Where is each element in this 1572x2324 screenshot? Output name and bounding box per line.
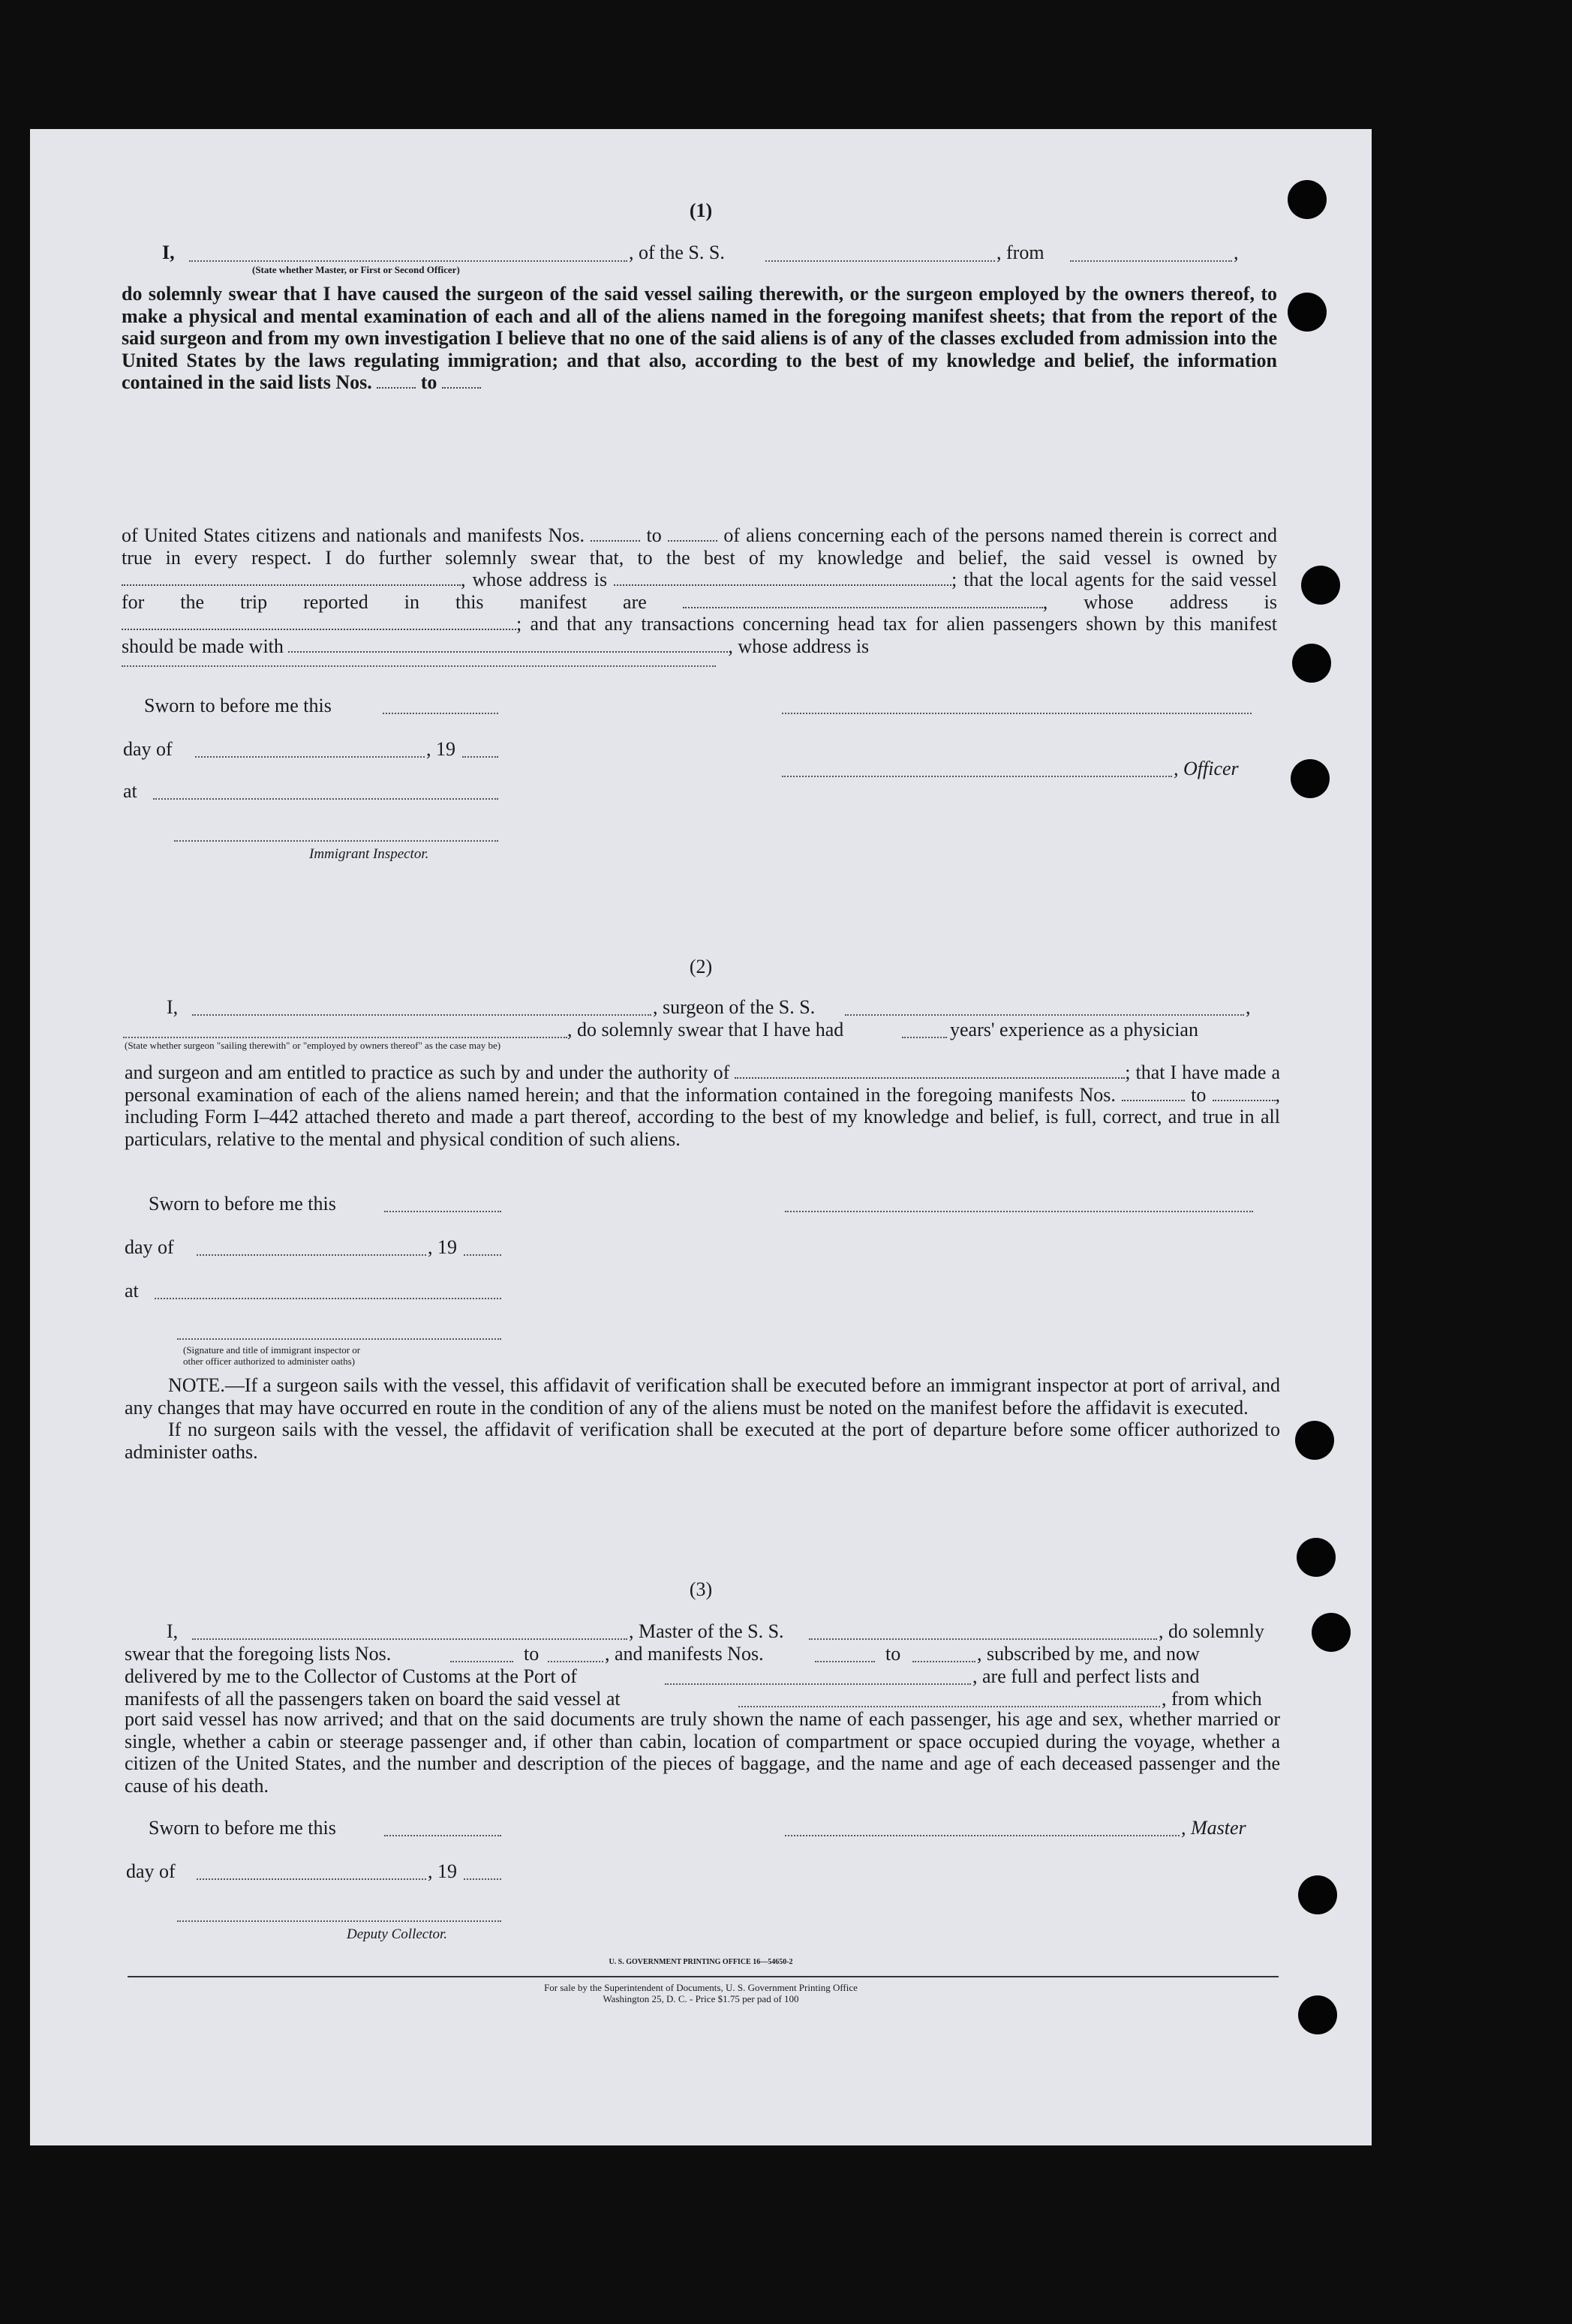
s3-sworn-label: Sworn to before me this — [149, 1817, 336, 1839]
s3-master-label: , Master of the S. S. — [629, 1620, 784, 1642]
s2-at-label: at — [125, 1280, 139, 1302]
s1-year-field[interactable] — [462, 756, 498, 758]
s2-surgeon-name-field[interactable] — [192, 1014, 651, 1016]
s3-port-field[interactable] — [665, 1683, 971, 1685]
s1-year-label: , 19 — [426, 738, 455, 760]
s1-inspector-signature-line[interactable] — [174, 840, 498, 842]
s1-p4-end: ; and that any transactions concerning head tax for alien — [516, 613, 985, 635]
s1-officer-signature-line[interactable] — [782, 713, 1252, 714]
s1-line1-caption: (State whether Master, or First or Second Officer) — [252, 264, 460, 275]
s2-year-field[interactable] — [464, 1254, 501, 1256]
s2-swear-label: , do solemnly swear that I have had — [567, 1019, 844, 1040]
punch-hole-icon — [1298, 1875, 1337, 1914]
s1-from-label: , from — [996, 242, 1044, 263]
s3-day-of-label: day of — [126, 1860, 176, 1882]
punch-hole-icon — [1297, 1538, 1336, 1577]
s1-to-label: to — [420, 371, 437, 393]
s2-note-text: —If a surgeon sails with the vessel, this affidavit of verification shall be executed before an immigrant inspector at port of arrival, and any changes that may have occurred en route in the condition of any of the aliens must be noted on the manifest before the affidavit is executed. — [125, 1374, 1280, 1419]
s2-sworn-date-field[interactable] — [384, 1211, 501, 1212]
s3-line1-end: , do solemnly — [1159, 1620, 1264, 1642]
s1-at-place-field[interactable] — [153, 798, 498, 800]
s3-lists-from-field[interactable] — [450, 1661, 513, 1662]
s1-owner-field[interactable] — [122, 584, 461, 586]
s2-years-label: years' experience as a physician — [950, 1019, 1198, 1040]
s3-l4-b: , from which — [1162, 1688, 1262, 1710]
s1-p4-start: whose address is — [1084, 590, 1278, 613]
s2-surgeon-label: , surgeon of the S. S. — [653, 996, 816, 1018]
s3-l4-a: manifests of all the passengers taken on board the said vessel at — [125, 1688, 621, 1710]
sale-notice-1: For sale by the Superintendent of Documents, U. S. Government Printing Office — [544, 1982, 858, 1993]
s1-p2-end: of aliens concerning each of the persons named therein is correct and true in every respect. I do further solemnly swear that, to the best of my knowledge and belief, the said vessel is owned by — [122, 524, 1277, 569]
s1-p2-to: to — [646, 524, 662, 546]
footer-rule — [128, 1976, 1279, 1977]
s3-collector-signature-line[interactable] — [177, 1920, 501, 1922]
section-3-heading: (3) — [689, 1578, 713, 1600]
s1-manifest-to-field[interactable] — [668, 539, 717, 542]
s3-month-field[interactable] — [197, 1878, 426, 1880]
s2-ship-name-field[interactable] — [845, 1014, 1244, 1016]
s2-month-field[interactable] — [197, 1254, 426, 1256]
s2-oath-paragraph — [125, 1061, 1280, 1150]
s1-day-of-label: day of — [123, 738, 173, 760]
s1-month-field[interactable] — [195, 756, 425, 758]
s2-surgeon-status-field[interactable] — [123, 1037, 567, 1038]
s1-line1-end: , — [1234, 242, 1239, 263]
s3-lists-to-field[interactable] — [548, 1661, 603, 1662]
s2-authority-field[interactable] — [735, 1076, 1125, 1079]
s3-l2-a: swear that the foregoing lists Nos. — [125, 1643, 392, 1665]
s2-day-of-label: day of — [125, 1236, 174, 1258]
s2-sig-caption-1: (Signature and title of immigrant inspector or — [183, 1344, 361, 1356]
s2-line1-end: , — [1246, 996, 1251, 1018]
s2-note-label: NOTE. — [168, 1374, 225, 1396]
s1-sworn-date-field[interactable] — [383, 713, 498, 714]
s3-collector-label: Deputy Collector. — [347, 1926, 448, 1942]
s1-agents-field[interactable] — [683, 606, 1043, 608]
s1-p2-text: of United States citizens and nationals and manifests Nos. — [122, 524, 585, 546]
s3-l2-to2: to — [885, 1643, 901, 1665]
punch-hole-icon — [1291, 759, 1330, 798]
s2-years-field[interactable] — [902, 1037, 947, 1038]
s2-p4-text: that I have made a personal examination of each of the aliens named herein; and that the information contained in the — [125, 1061, 1280, 1106]
s2-year-label: , 19 — [428, 1236, 457, 1258]
s2-p6-text: the best of my knowledge and belief, is full, correct, and true in all particulars, relative to the mental and physical condition of such aliens. — [125, 1106, 1281, 1150]
s2-inspector-signature-line[interactable] — [177, 1338, 501, 1340]
form-sheet — [30, 129, 1372, 2145]
s1-oath-text: do solemnly swear that I have caused the surgeon of the said vessel sailing therewith, or the surgeon employed by the owners thereof, to make a physical and mental examination of each and all of the aliens named in the foregoing manifest sheets; that from the report of the said surgeon and from my own investigation I believe that no one of the said aliens is of any of the classes excluded from admission into the United States by the laws regulating immigration; and that also, according to the best of my knowledge and belief, the information contained in the said lists Nos. — [122, 283, 1277, 393]
s1-sworn-label: Sworn to before me this — [144, 695, 332, 716]
s1-oath-paragraph — [122, 283, 1277, 394]
s2-sworn-label: Sworn to before me this — [149, 1193, 336, 1215]
s1-headtax-address-field[interactable] — [122, 665, 716, 667]
s3-l2-to: to — [524, 1643, 540, 1665]
s2-at-place-field[interactable] — [155, 1298, 501, 1299]
s3-l3-b: , are full and perfect lists and — [972, 1665, 1200, 1687]
s1-ship-name-field[interactable] — [765, 260, 995, 262]
s3-departure-port-field[interactable] — [738, 1706, 1160, 1707]
s3-year-field[interactable] — [464, 1878, 501, 1880]
s3-ship-name-field[interactable] — [809, 1638, 1157, 1640]
s2-p5-to: to — [1191, 1083, 1207, 1106]
s2-manifest-from-field[interactable] — [1122, 1099, 1185, 1101]
s1-of-ss-label: , of the S. S. — [629, 242, 725, 263]
s3-manifests-from-field[interactable] — [815, 1661, 875, 1662]
s1-p2-semi: ; — [951, 569, 957, 590]
s1-inspector-label: Immigrant Inspector. — [309, 846, 429, 862]
s1-p3-text: that the local agents for the said vessel for the trip reported in this manifest are — [122, 569, 1278, 613]
s1-lists-from-field[interactable] — [377, 386, 416, 389]
punch-hole-icon — [1288, 293, 1327, 332]
punch-hole-icon — [1295, 1421, 1334, 1460]
s2-surgeon-signature-line[interactable] — [785, 1211, 1253, 1212]
punch-hole-icon — [1312, 1613, 1351, 1652]
s2-i-label: I, — [167, 996, 179, 1018]
s1-officer-name-field[interactable] — [189, 260, 627, 262]
s3-l3-a: delivered by me to the Collector of Customs at the Port of — [125, 1665, 577, 1687]
s2-note-paragraph — [125, 1374, 1280, 1463]
section-1-heading: (1) — [689, 200, 713, 221]
s3-i-label: I, — [167, 1620, 179, 1642]
s3-l2-b: , and manifests Nos. — [605, 1643, 764, 1665]
s2-p5-start: foregoing manifests Nos. — [916, 1083, 1116, 1106]
s1-owner-address-field[interactable] — [614, 584, 951, 586]
s1-p5-end: , whose address is — [728, 635, 870, 657]
punch-hole-icon — [1292, 644, 1331, 683]
s3-l2-c: , subscribed by me, and now — [977, 1643, 1200, 1665]
s1-headtax-agent-field[interactable] — [288, 650, 728, 653]
s1-officer-title-line[interactable] — [782, 776, 1172, 777]
s2-p3-start: and surgeon and am entitled to practice as such by and under the authority of — [125, 1061, 730, 1083]
s1-agents-address-field[interactable] — [122, 628, 516, 630]
s3-master-title: , Master — [1181, 1817, 1246, 1839]
s1-p5-start: passengers shown by this manifest should be made with — [122, 613, 1277, 657]
s1-oath-paragraph-2 — [122, 524, 1277, 657]
section-2-heading: (2) — [689, 956, 713, 977]
s3-master-name-field[interactable] — [192, 1638, 627, 1640]
s2-note-text-2: If no surgeon sails with the vessel, the affidavit of verification shall be executed at the port of departure before some officer authorized to administer oaths. — [125, 1419, 1280, 1463]
gpo-imprint: U. S. GOVERNMENT PRINTING OFFICE 16—54650-2 — [609, 1958, 793, 1966]
s1-at-label: at — [123, 780, 137, 802]
punch-hole-icon — [1301, 566, 1340, 605]
s1-lists-to-field[interactable] — [442, 386, 481, 389]
s2-p3-end: ; — [1125, 1061, 1131, 1083]
s1-p3-end: , — [1042, 590, 1048, 613]
s2-sig-caption-2: other officer authorized to administer oaths) — [183, 1356, 355, 1367]
s3-oath-paragraph: port said vessel has now arrived; and that on the said documents are truly shown the name of each passenger, his age and sex, whether married or single, whether a cabin or steerage passenger and, if other than cabin, location of compartment or space occupied during the voyage, whether a citizen of the United States, and the number and description of the pieces of baggage, and the name and age of each deceased passenger and the cause of his death. — [125, 1708, 1280, 1797]
s1-manifest-from-field[interactable] — [591, 539, 640, 542]
s1-p2-whose: , whose address is — [461, 569, 608, 590]
s3-master-signature-line[interactable] — [785, 1835, 1180, 1836]
s3-sworn-date-field[interactable] — [384, 1835, 501, 1836]
s2-p5-end: , including Form I–442 attached thereto and made a part thereof, according to — [125, 1083, 1280, 1127]
sale-notice-2: Washington 25, D. C. - Price $1.75 per pad of 100 — [603, 1993, 799, 2004]
s2-line2-caption: (State whether surgeon "sailing therewith" or "employed by owners thereof" as the case may be) — [125, 1040, 501, 1051]
s1-i-label: I, — [162, 242, 175, 263]
s2-manifest-to-field[interactable] — [1213, 1099, 1276, 1101]
s3-year-label: , 19 — [428, 1860, 457, 1882]
s1-officer-label: , Officer — [1174, 758, 1239, 779]
s1-from-port-field[interactable] — [1070, 260, 1232, 262]
s3-manifests-to-field[interactable] — [912, 1661, 975, 1662]
